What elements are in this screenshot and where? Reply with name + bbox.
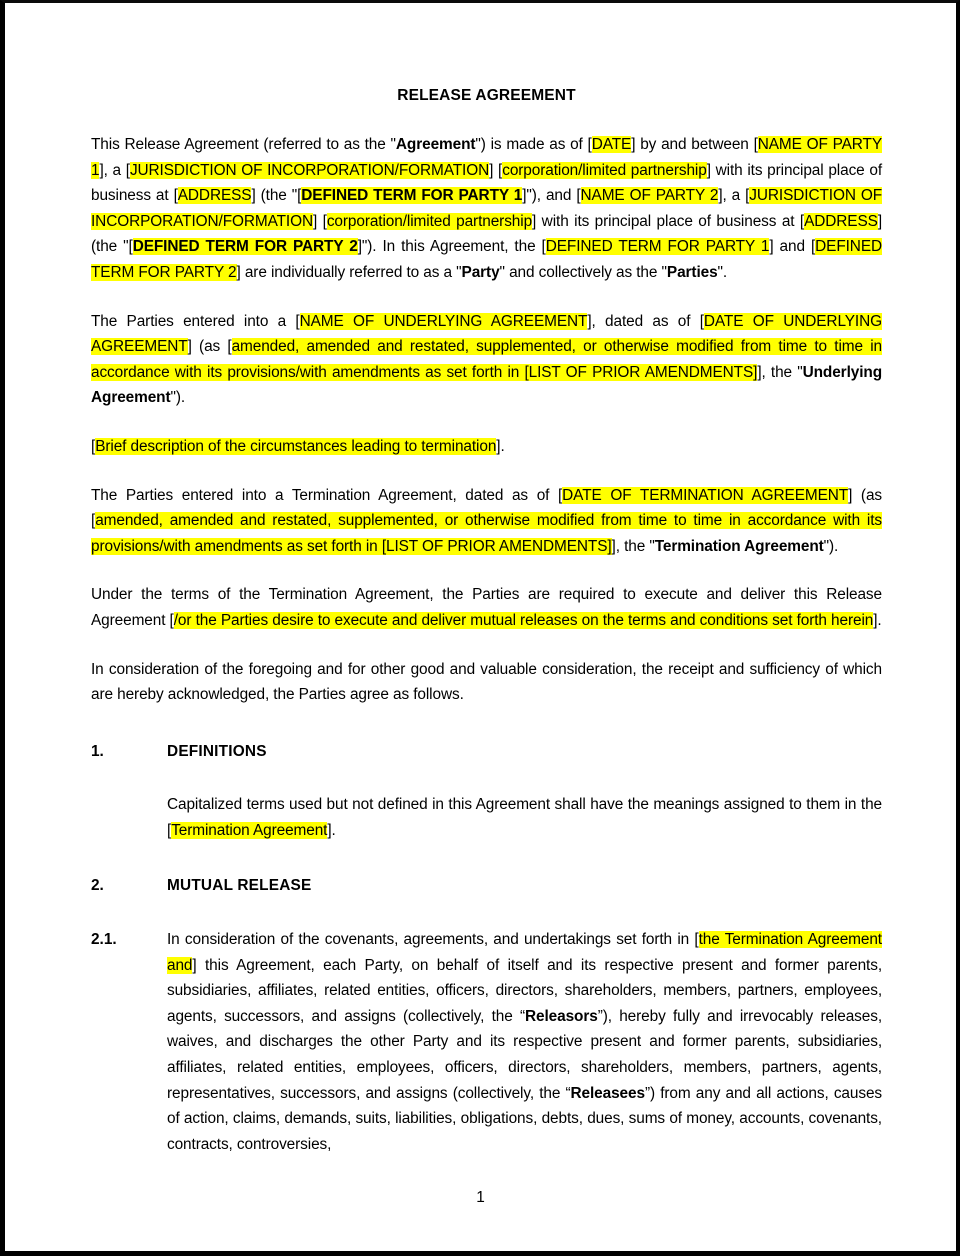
text-run: ] by and between [ bbox=[631, 136, 758, 153]
text-run: ] with its principal place of business at [ bbox=[532, 212, 805, 230]
defined-term-party: Party bbox=[461, 263, 500, 281]
paragraph-consideration bbox=[91, 657, 882, 708]
text-run: The Parties entered into a Termination Agreement, dated as of [ bbox=[91, 486, 563, 504]
placeholder-name-of-party-1: NAME OF PARTY 1 bbox=[91, 136, 882, 179]
placeholder-entity-type-2: corporation/limited partnership bbox=[326, 212, 533, 230]
section-spacer bbox=[91, 725, 882, 739]
section-body-definitions bbox=[167, 792, 882, 843]
text-run: ”), hereby fully and irrevocably releases, waives, and discharges the other Party and its respective present and former parents, subsidiaries, affiliates, related entities, employees, officers, directors, shareholders, members, partners, agents, representatives, successors, and assigns (collectively, the “ bbox=[167, 1007, 882, 1102]
paragraph-termination-agreement bbox=[91, 483, 882, 560]
text-run: ". bbox=[717, 263, 728, 281]
text-run: "). bbox=[170, 389, 186, 407]
defined-term-releasors: Releasors bbox=[525, 1007, 598, 1025]
text-run: This Release Agreement (referred to as the " bbox=[91, 136, 396, 153]
placeholder-name-underlying-agreement: NAME OF UNDERLYING AGREEMENT bbox=[299, 312, 588, 330]
text-run: ], a [ bbox=[99, 161, 130, 179]
paragraph-circumstances bbox=[91, 434, 882, 460]
text-run: Capitalized terms used but not defined in this Agreement shall have the meanings assigned to them in the [ bbox=[167, 796, 882, 839]
defined-term-releasees: Releasees bbox=[570, 1084, 645, 1102]
section-title: MUTUAL RELEASE bbox=[167, 877, 312, 895]
text-run: The Parties entered into a [ bbox=[91, 312, 300, 330]
placeholder-date-underlying-agreement: DATE OF UNDERLYING AGREEMENT bbox=[91, 312, 882, 356]
placeholder-name-of-party-2: NAME OF PARTY 2 bbox=[580, 187, 719, 205]
text-run: ”) from any and all actions, causes of action, claims, demands, suits, liabilities, obligations, debts, dues, sums of money, accounts, covenants, contracts, controversies, bbox=[167, 1084, 882, 1153]
text-run: ]"), and [ bbox=[522, 187, 581, 205]
text-run: ] (the "[ bbox=[251, 187, 302, 205]
text-run: " and collectively as the " bbox=[499, 263, 667, 281]
text-run: "). bbox=[823, 537, 839, 555]
section-heading-mutual-release bbox=[91, 873, 882, 899]
defined-term-agreement: Agreement bbox=[395, 136, 476, 153]
paragraph-recitals-parties bbox=[91, 132, 882, 286]
placeholder-termination-agreement-ref: Termination Agreement bbox=[171, 821, 328, 839]
text-run: ] this Agreement, each Party, on behalf of itself and its respective present and former parents, subsidiaries, affiliates, related entities, officers, directors, shareholders, members, partners, employees, agents, successors, and assigns (collectively, the “ bbox=[167, 956, 882, 1025]
text-run: ] (the "[ bbox=[91, 212, 882, 256]
text-run: [ bbox=[91, 437, 96, 455]
text-run: In consideration of the foregoing and for other good and valuable consideration, the receipt and sufficiency of which are hereby acknowledged, the Parties agree as follows. bbox=[91, 660, 882, 704]
placeholder-date-termination-agreement: DATE OF TERMINATION AGREEMENT bbox=[562, 486, 849, 504]
document-page bbox=[5, 3, 956, 1251]
text-run: ] [ bbox=[313, 212, 327, 230]
placeholder-amendments-clause: amended, amended and restated, supplemented, or otherwise modified from time to time in accordance with its provisions/with amendments as set forth in [LIST OF PRIOR AMENDMENTS] bbox=[91, 338, 882, 381]
placeholder-the-termination-agreement-and: the Termination Agreement and bbox=[167, 931, 882, 974]
placeholder-address-2: ADDRESS bbox=[804, 212, 878, 230]
placeholder-defined-term-party-2-ref: DEFINED TERM FOR PARTY 2 bbox=[91, 238, 882, 281]
text-run: ] with its principal place of business at [ bbox=[91, 161, 882, 205]
defined-term-underlying-agreement: Underlying Agreement bbox=[91, 363, 882, 407]
page-number: 1 bbox=[476, 1189, 485, 1206]
placeholder-address-1: ADDRESS bbox=[177, 187, 252, 205]
placeholder-defined-term-party-2: DEFINED TERM FOR PARTY 2 bbox=[132, 238, 358, 256]
subsection-body-text bbox=[167, 927, 882, 1157]
text-run: ] [ bbox=[489, 161, 503, 179]
text-run: ]. bbox=[327, 821, 336, 839]
placeholder-entity-type-1: corporation/limited partnership bbox=[502, 161, 707, 179]
text-run: ]. bbox=[496, 437, 505, 455]
placeholder-defined-term-party-1-ref: DEFINED TERM FOR PARTY 1 bbox=[545, 238, 770, 256]
text-run: ], a [ bbox=[718, 187, 750, 205]
placeholder-jurisdiction-1: JURISDICTION OF INCORPORATION/FORMATION bbox=[129, 161, 490, 179]
text-run: ]"). In this Agreement, the [ bbox=[357, 238, 546, 256]
placeholder-defined-term-party-1: DEFINED TERM FOR PARTY 1 bbox=[301, 187, 523, 205]
text-run: ], dated as of [ bbox=[587, 312, 704, 330]
text-run: In consideration of the covenants, agreements, and undertakings set forth in [ bbox=[167, 931, 699, 949]
text-run: ], the " bbox=[611, 537, 655, 555]
defined-term-parties: Parties bbox=[666, 263, 718, 281]
defined-term-termination-agreement: Termination Agreement bbox=[654, 537, 824, 555]
text-run: Under the terms of the Termination Agreement, the Parties are required to execute and deliver this Release Agreement [ bbox=[91, 586, 882, 629]
placeholder-amendments-clause-2: amended, amended and restated, supplemented, or otherwise modified from time to time in accordance with its provisions/with amendments as set forth in [LIST OF PRIOR AMENDMENTS] bbox=[91, 512, 882, 555]
text-run: ] and [ bbox=[769, 238, 816, 256]
text-run: ]. bbox=[873, 611, 882, 629]
text-run: ] (as [ bbox=[91, 486, 882, 530]
subsection-2-1 bbox=[91, 927, 882, 1157]
text-run: ] are individually referred to as a " bbox=[236, 263, 462, 281]
section-number: 1. bbox=[91, 742, 104, 760]
section-heading-definitions bbox=[91, 739, 882, 765]
placeholder-alternative-recital: /or the Parties desire to execute and deliver mutual releases on the terms and conditions set forth herein bbox=[173, 611, 874, 629]
text-run: ], the " bbox=[757, 363, 803, 381]
section-number: 2. bbox=[91, 877, 104, 895]
section-body-text bbox=[167, 792, 882, 843]
page-title: RELEASE AGREEMENT bbox=[397, 87, 576, 104]
text-run: ") is made as of [ bbox=[475, 136, 592, 153]
placeholder-brief-description: Brief description of the circumstances leading to termination bbox=[95, 437, 497, 455]
placeholder-date: DATE bbox=[591, 136, 632, 153]
paragraph-under-terms bbox=[91, 582, 882, 633]
section-title: DEFINITIONS bbox=[167, 742, 267, 760]
subsection-number: 2.1. bbox=[91, 931, 117, 949]
placeholder-jurisdiction-2: JURISDICTION OF INCORPORATION/FORMATION bbox=[91, 187, 882, 230]
text-run: ] (as [ bbox=[187, 338, 232, 356]
paragraph-underlying-agreement bbox=[91, 309, 882, 411]
